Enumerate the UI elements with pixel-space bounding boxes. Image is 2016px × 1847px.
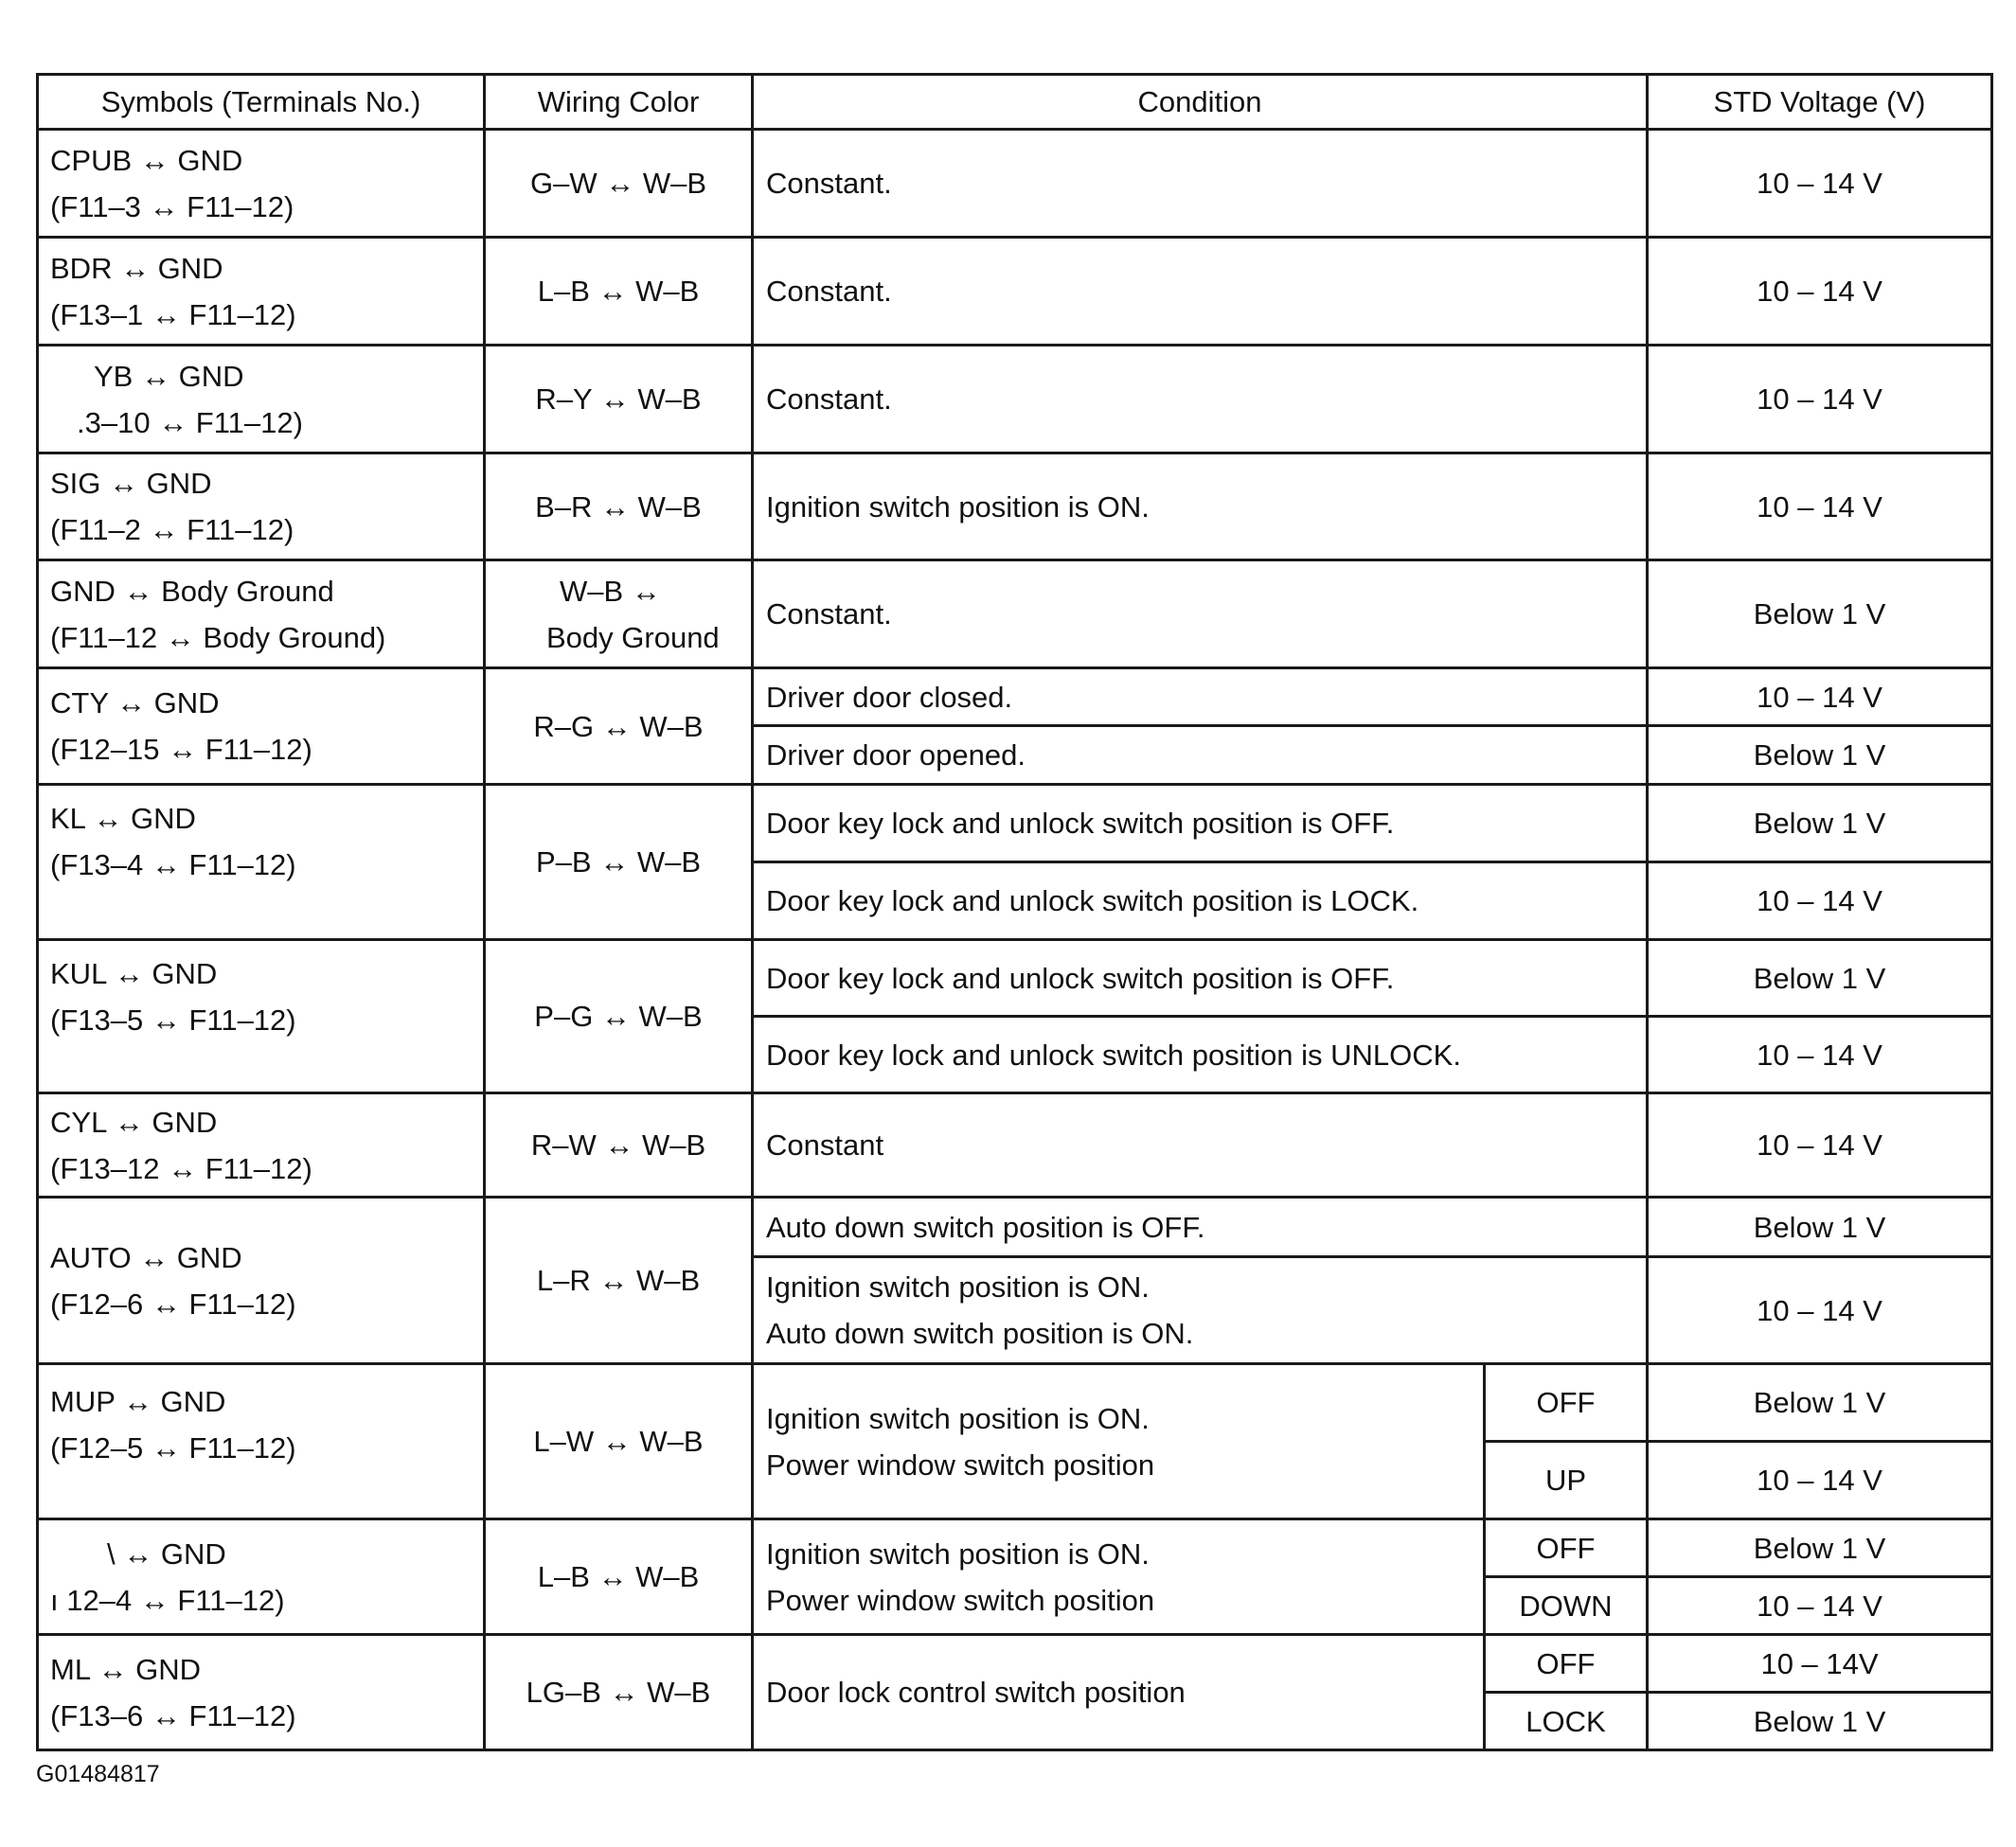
- std-voltage: Below 1 V: [1648, 785, 1992, 862]
- wiring-color: P–G ↔ W–B: [485, 940, 753, 1093]
- wiring-color: L–B ↔ W–B: [485, 1519, 753, 1635]
- std-voltage: 10 – 14 V: [1648, 346, 1992, 453]
- condition: Door lock control switch position: [753, 1635, 1485, 1750]
- wiring-color: G–W ↔ W–B: [485, 130, 753, 238]
- symbol-name: ML ↔ GND: [50, 1652, 202, 1686]
- std-voltage: Below 1 V: [1648, 940, 1992, 1017]
- condition-line-2: Auto down switch position is ON.: [766, 1317, 1194, 1350]
- symbol-name: AUTO ↔ GND: [50, 1240, 242, 1274]
- condition: Door key lock and unlock switch position is LOCK.: [753, 862, 1648, 940]
- symbol-cell: [38, 346, 485, 453]
- symbol-cell: [38, 130, 485, 238]
- terminal-numbers: (F11–3 ↔ F11–12): [50, 189, 294, 223]
- table-row: [38, 346, 1992, 453]
- terminal-numbers: ı 12–4 ↔ F11–12): [50, 1583, 285, 1617]
- symbol-cell: [38, 785, 485, 940]
- header-std-voltage: STD Voltage (V): [1648, 75, 1992, 130]
- symbol-name: SIG ↔ GND: [50, 467, 212, 500]
- wiring-color: B–R ↔ W–B: [485, 453, 753, 560]
- std-voltage: 10 – 14 V: [1648, 1257, 1992, 1364]
- header-row: [38, 75, 1992, 130]
- wiring-color: R–Y ↔ W–B: [485, 346, 753, 453]
- std-voltage: 10 – 14 V: [1648, 130, 1992, 238]
- condition: Constant.: [753, 346, 1648, 453]
- condition: Constant: [753, 1093, 1648, 1198]
- wiring-color: R–W ↔ W–B: [485, 1093, 753, 1198]
- table-row: [38, 238, 1992, 346]
- terminal-numbers: (F11–2 ↔ F11–12): [50, 513, 294, 546]
- table-row: [38, 453, 1992, 560]
- std-voltage: 10 – 14 V: [1648, 453, 1992, 560]
- condition-line-1: Ignition switch position is ON.: [766, 1270, 1150, 1304]
- condition-line-2: Power window switch position: [766, 1583, 1155, 1617]
- symbol-name: MUP ↔ GND: [50, 1385, 226, 1418]
- terminal-numbers: (F12–6 ↔ F11–12): [50, 1287, 296, 1321]
- condition: Door key lock and unlock switch position is OFF.: [753, 940, 1648, 1017]
- terminal-voltage-table: [36, 73, 1993, 1751]
- terminal-numbers: (F13–6 ↔ F11–12): [50, 1698, 296, 1732]
- condition: [753, 1519, 1485, 1635]
- std-voltage: 10 – 14V: [1648, 1635, 1992, 1693]
- switch-position: OFF: [1485, 1519, 1648, 1577]
- terminal-numbers: (F13–5 ↔ F11–12): [50, 1003, 296, 1037]
- symbol-name: \ ↔ GND: [107, 1536, 226, 1571]
- symbol-cell: [38, 1198, 485, 1364]
- wiring-color: L–R ↔ W–B: [485, 1198, 753, 1364]
- std-voltage: Below 1 V: [1648, 1693, 1992, 1750]
- condition-line-1: Ignition switch position is ON.: [766, 1401, 1150, 1435]
- terminal-numbers: .3–10 ↔ F11–12): [77, 405, 303, 439]
- symbol-cell: [38, 560, 485, 668]
- table-row: [38, 1198, 1992, 1257]
- symbol-name: GND ↔ Body Ground: [50, 574, 334, 608]
- symbol-name: BDR ↔ GND: [50, 251, 223, 285]
- table-row: [38, 130, 1992, 238]
- switch-position: UP: [1485, 1442, 1648, 1519]
- terminal-numbers: (F13–4 ↔ F11–12): [50, 848, 296, 881]
- std-voltage: 10 – 14 V: [1648, 1093, 1992, 1198]
- header-condition: Condition: [753, 75, 1648, 130]
- symbol-cell: [38, 1093, 485, 1198]
- switch-position: LOCK: [1485, 1693, 1648, 1750]
- table-row: [38, 560, 1992, 668]
- wiring-color-line-1: W–B ↔: [560, 574, 661, 608]
- terminal-numbers: (F13–1 ↔ F11–12): [50, 297, 296, 331]
- symbol-cell: [38, 1519, 485, 1635]
- symbol-name: KL ↔ GND: [50, 802, 196, 835]
- condition: Constant.: [753, 238, 1648, 346]
- table-row: [38, 1635, 1992, 1693]
- condition-line-1: Ignition switch position is ON.: [766, 1536, 1150, 1571]
- condition: Constant.: [753, 130, 1648, 238]
- switch-position: OFF: [1485, 1364, 1648, 1442]
- std-voltage: Below 1 V: [1648, 1364, 1992, 1442]
- condition: Constant.: [753, 560, 1648, 668]
- symbol-name: YB ↔ GND: [94, 359, 244, 393]
- table-row: [38, 785, 1992, 862]
- figure-id: G01484817: [36, 1761, 160, 1787]
- condition: Driver door closed.: [753, 668, 1648, 726]
- symbol-cell: [38, 1635, 485, 1750]
- terminal-numbers: (F12–5 ↔ F11–12): [50, 1431, 296, 1465]
- std-voltage: 10 – 14 V: [1648, 238, 1992, 346]
- symbol-cell: [38, 453, 485, 560]
- table-row: [38, 940, 1992, 1017]
- terminal-numbers: (F12–15 ↔ F11–12): [50, 733, 312, 766]
- symbol-name: CPUB ↔ GND: [50, 143, 243, 177]
- std-voltage: 10 – 14 V: [1648, 1577, 1992, 1635]
- table-row: [38, 1519, 1992, 1577]
- condition: Door key lock and unlock switch position is UNLOCK.: [753, 1017, 1648, 1093]
- symbol-cell: [38, 238, 485, 346]
- condition: Auto down switch position is OFF.: [753, 1198, 1648, 1257]
- std-voltage: 10 – 14 V: [1648, 1442, 1992, 1519]
- switch-position: DOWN: [1485, 1577, 1648, 1635]
- std-voltage: 10 – 14 V: [1648, 1017, 1992, 1093]
- wiring-color: L–W ↔ W–B: [485, 1364, 753, 1519]
- condition: Door key lock and unlock switch position is OFF.: [753, 785, 1648, 862]
- std-voltage: Below 1 V: [1648, 1519, 1992, 1577]
- std-voltage: Below 1 V: [1648, 1198, 1992, 1257]
- std-voltage: Below 1 V: [1648, 560, 1992, 668]
- wiring-color-line-2: Body Ground: [546, 620, 720, 654]
- header-wiring-color: Wiring Color: [485, 75, 753, 130]
- symbol-name: CTY ↔ GND: [50, 686, 220, 719]
- wiring-color: L–B ↔ W–B: [485, 238, 753, 346]
- symbol-name: KUL ↔ GND: [50, 957, 218, 990]
- condition-line-2: Power window switch position: [766, 1447, 1155, 1482]
- wiring-color: R–G ↔ W–B: [485, 668, 753, 785]
- symbol-cell: [38, 940, 485, 1093]
- condition: [753, 1257, 1648, 1364]
- switch-position: OFF: [1485, 1635, 1648, 1693]
- table-row: [38, 1364, 1992, 1442]
- header-symbols: Symbols (Terminals No.): [38, 75, 485, 130]
- symbol-cell: [38, 668, 485, 785]
- condition: [753, 1364, 1485, 1519]
- table-row: [38, 1093, 1992, 1198]
- wiring-color: LG–B ↔ W–B: [485, 1635, 753, 1750]
- std-voltage: 10 – 14 V: [1648, 668, 1992, 726]
- condition: Driver door opened.: [753, 726, 1648, 785]
- wiring-color: [485, 560, 753, 668]
- symbol-cell: [38, 1364, 485, 1519]
- symbol-name: CYL ↔ GND: [50, 1105, 218, 1139]
- wiring-color: P–B ↔ W–B: [485, 785, 753, 940]
- std-voltage: Below 1 V: [1648, 726, 1992, 785]
- terminal-numbers: (F11–12 ↔ Body Ground): [50, 620, 386, 654]
- condition: Ignition switch position is ON.: [753, 453, 1648, 560]
- terminal-numbers: (F13–12 ↔ F11–12): [50, 1151, 312, 1185]
- table-row: [38, 668, 1992, 726]
- std-voltage: 10 – 14 V: [1648, 862, 1992, 940]
